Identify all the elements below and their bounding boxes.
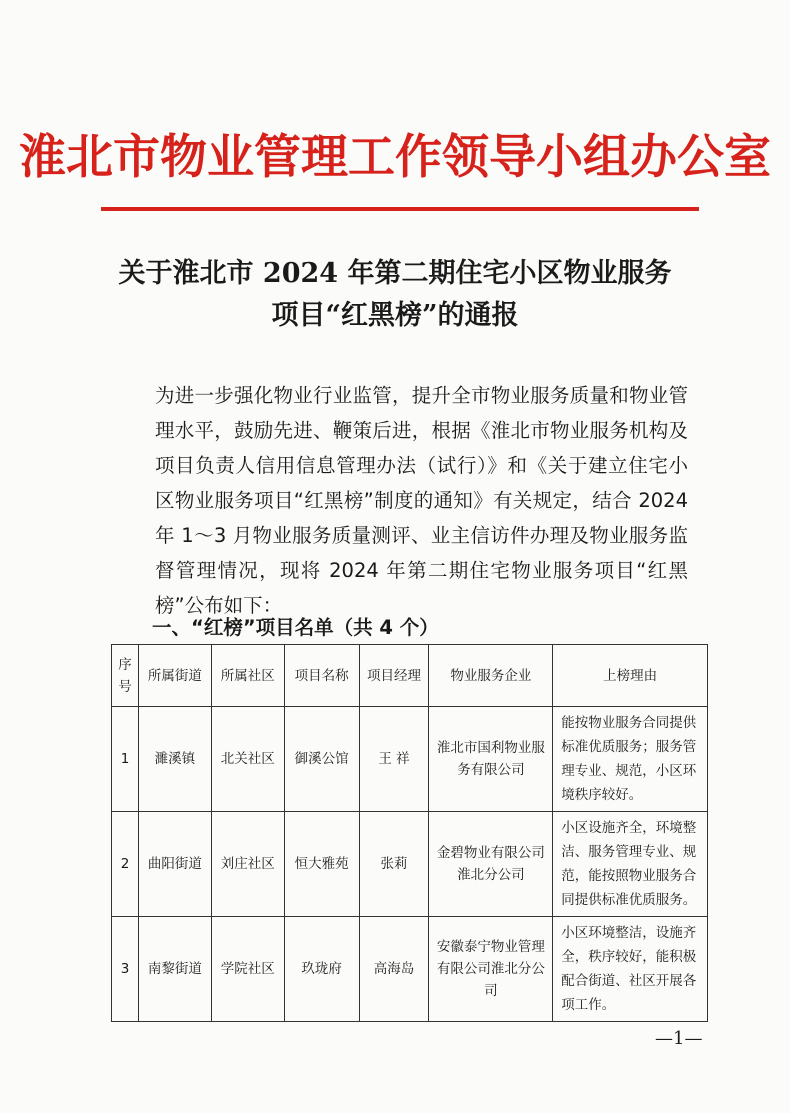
- cell-project: 恒大雅苑: [284, 812, 359, 917]
- cell-manager: 张莉: [359, 812, 429, 917]
- cell-reason: 小区设施齐全，环境整洁、服务管理专业、规范，能按照物业服务合同提供标准优质服务。: [553, 812, 708, 917]
- cell-project: 玖珑府: [284, 917, 359, 1022]
- cell-street: 南黎街道: [138, 917, 211, 1022]
- cell-street: 濉溪镇: [138, 707, 211, 812]
- table-row: [112, 707, 708, 812]
- cell-no: 2: [112, 812, 139, 917]
- letterhead-title: 淮北市物业管理工作领导小组办公室: [19, 130, 771, 185]
- cell-project: 御溪公馆: [284, 707, 359, 812]
- cell-community: 学院社区: [211, 917, 284, 1022]
- table-row: [112, 917, 708, 1022]
- table-row: [112, 812, 708, 917]
- document-title-line-1: 关于淮北市 2024 年第二期住宅小区物业服务: [118, 258, 672, 289]
- cell-reason: 小区环境整洁，设施齐全，秩序较好，能积极配合街道、社区开展各项工作。: [553, 917, 708, 1022]
- header-manager: 项目经理: [359, 645, 429, 707]
- cell-manager: 高海岛: [359, 917, 429, 1022]
- cell-street: 曲阳街道: [138, 812, 211, 917]
- cell-community: 刘庄社区: [211, 812, 284, 917]
- header-reason: 上榜理由: [553, 645, 708, 707]
- red-list-table: [111, 644, 708, 1022]
- header-community: 所属社区: [211, 645, 284, 707]
- cell-company: 金碧物业有限公司淮北分公司: [429, 812, 553, 917]
- cell-no: 3: [112, 917, 139, 1022]
- header-no: 序号: [112, 645, 139, 707]
- cell-company: 安徽泰宁物业管理有限公司淮北分公司: [429, 917, 553, 1022]
- cell-manager: 王 祥: [359, 707, 429, 812]
- body-paragraph: [113, 378, 688, 623]
- page-number: —1—: [655, 1028, 703, 1049]
- cell-reason: 能按物业服务合同提供标准优质服务；服务管理专业、规范，小区环境秩序较好。: [553, 707, 708, 812]
- cell-community: 北关社区: [211, 707, 284, 812]
- table-header-row: [112, 645, 708, 707]
- letterhead-red-rule: [101, 207, 699, 211]
- header-project: 项目名称: [284, 645, 359, 707]
- cell-no: 1: [112, 707, 139, 812]
- section-heading-red-list: 一、“红榜”项目名单（共 4 个）: [152, 616, 439, 639]
- header-company: 物业服务企业: [429, 645, 553, 707]
- header-street: 所属街道: [138, 645, 211, 707]
- document-title: [60, 253, 730, 337]
- body-paragraph-text: 为进一步强化物业行业监管，提升全市物业服务质量和物业管理水平，鼓励先进、鞭策后进，根据《淮北市物业服务机构及项目负责人信用信息管理办法（试行）》和《关于建立住宅小区物业服务项目“红黑榜”制度的通知》有关规定，结合 2024 年 1～3 月物业服务质量测评、业主信访件办理及物业服务监督管理情况，现将 2024 年第二期住宅物业服务项目“红黑榜”公布如下：: [155, 384, 688, 617]
- document-title-line-2: 项目“红黑榜”的通报: [271, 300, 519, 331]
- cell-company: 淮北市国利物业服务有限公司: [429, 707, 553, 812]
